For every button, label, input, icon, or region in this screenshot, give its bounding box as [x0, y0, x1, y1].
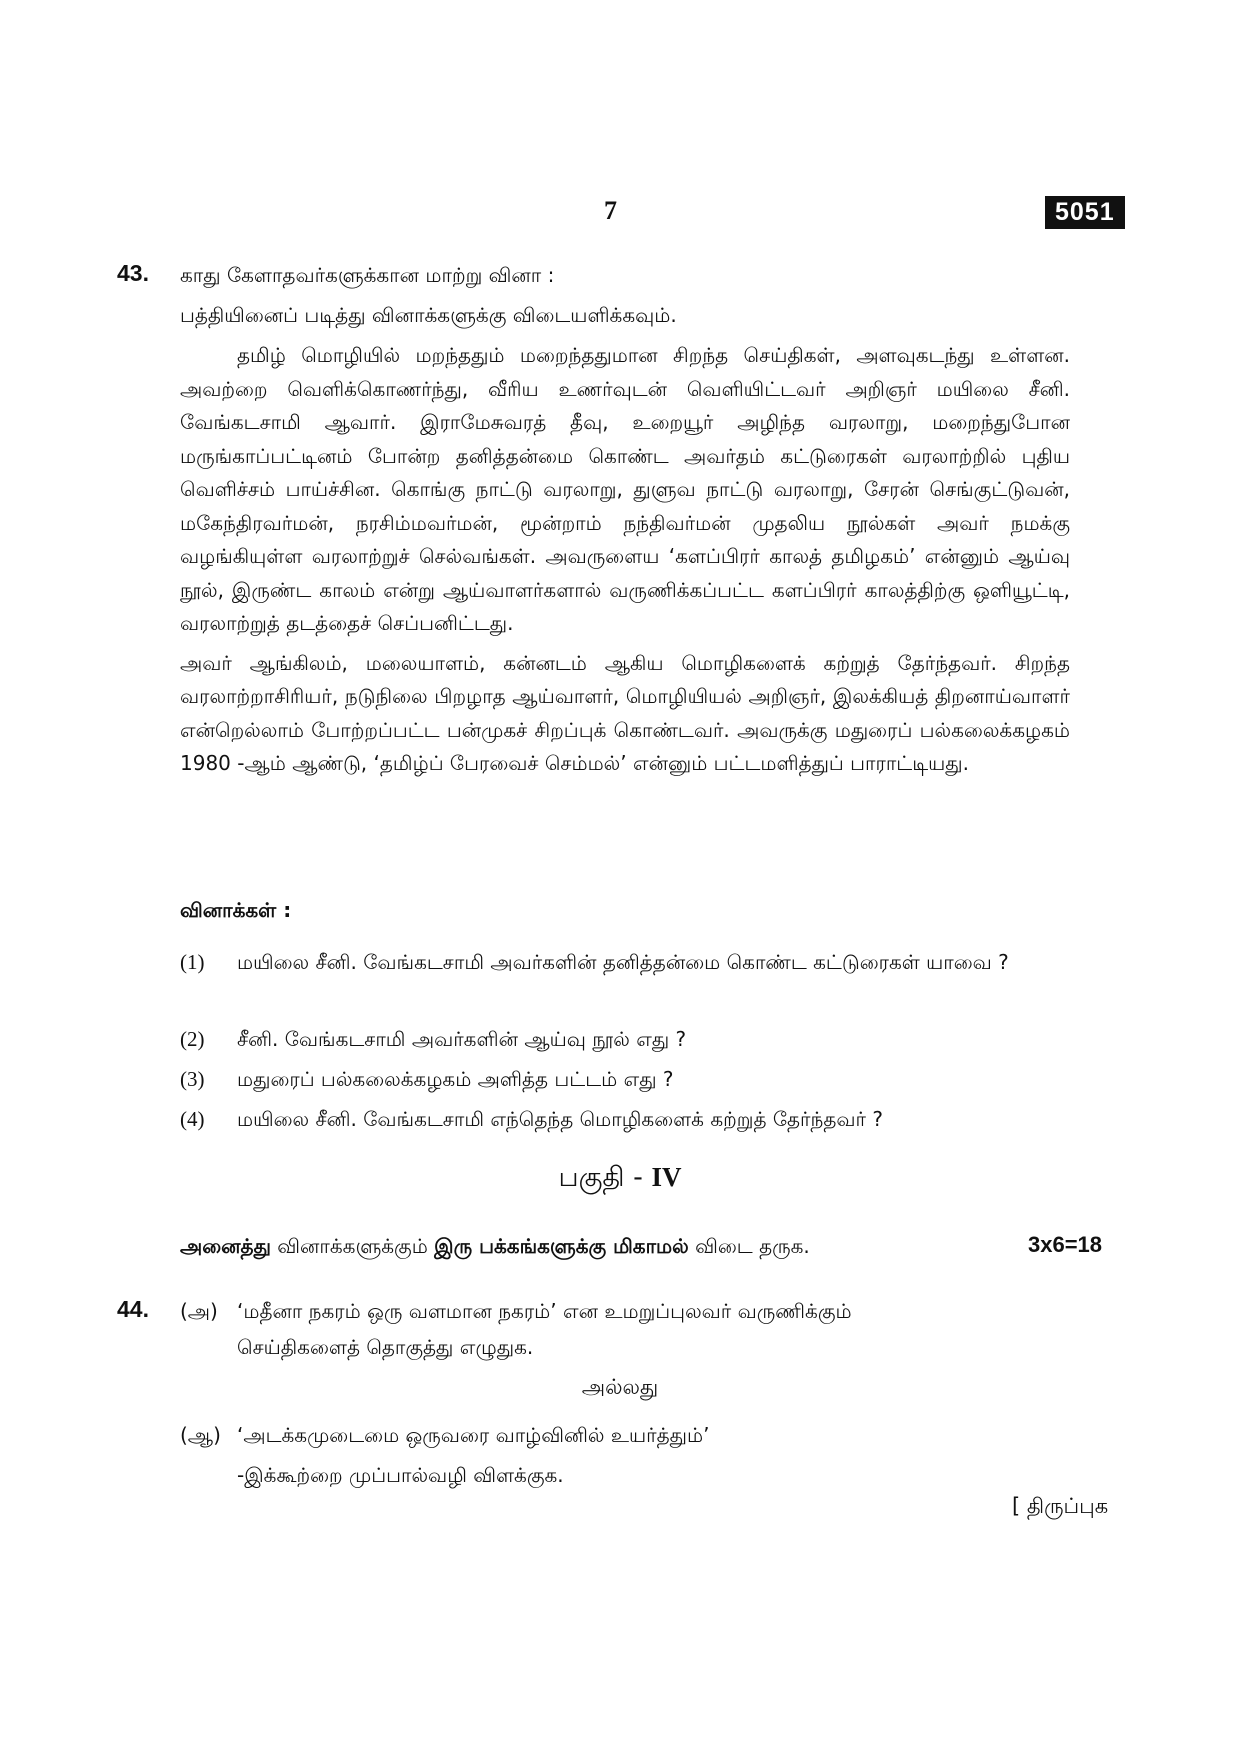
question-44-number: 44.: [117, 1296, 149, 1322]
sub-question-2: [180, 1022, 1080, 1056]
option-a-line-2: செய்திகளைத் தொகுத்து எழுதுக.: [237, 1335, 534, 1359]
option-b-line-1: ‘அடக்கமுடைமை ஒருவரை வாழ்வினில் உயர்த்தும்’: [237, 1423, 710, 1447]
sub-question-text: சீனி. வேங்கடசாமி அவர்களின் ஆய்வு நூல் எது ?: [237, 1027, 687, 1051]
section-instruction: [180, 1234, 810, 1261]
instruction-bold-1: அனைத்து: [180, 1234, 271, 1258]
section-title-roman: IV: [651, 1162, 682, 1192]
sub-question-text: மயிலை சீனி. வேங்கடசாமி அவர்களின் தனித்தன்மை கொண்ட கட்டுரைகள் யாவை ?: [237, 950, 1009, 974]
section-title: [0, 1162, 1240, 1197]
passage: [180, 339, 1070, 781]
option-a-line-1: ‘மதீனா நகரம் ஒரு வளமான நகரம்’ என உமறுப்புலவர் வருணிக்கும்: [237, 1299, 852, 1323]
passage-paragraph-1: தமிழ் மொழியில் மறந்ததும் மறைந்ததுமான சிறந்த செய்திகள், அளவுகடந்து உள்ளன. அவற்றை வெளிக்கொணர்ந்து, வீரிய உணர்வுடன் வெளியிட்டவர் அறிஞர் மயிலை சீனி. வேங்கடசாமி ஆவார். இராமேசுவரத் தீவு, உறையூர் அழிந்த வரலாறு, மறைந்துபோன மருங்காப்பட்டினம் போன்ற தனித்தன்மை கொண்ட அவர்தம் கட்டுரைகள் வரலாற்றில் புதிய வெளிச்சம் பாய்ச்சின. கொங்கு நாட்டு வரலாறு, துளுவ நாட்டு வரலாறு, சேரன் செங்குட்டுவன், மகேந்திரவர்மன், நரசிம்மவர்மன், மூன்றாம் நந்திவர்மன் முதலிய நூல்கள் அவர் நமக்கு வழங்கியுள்ள வரலாற்றுச் செல்வங்கள். அவருளைய ‘களப்பிரர் காலத் தமிழகம்’ என்னும் ஆய்வு நூல், இருண்ட காலம் என்று ஆய்வாளர்களால் வருணிக்கப்பட்ட களப்பிரர் காலத்திற்கு ஒளியூட்டி, வரலாற்றுத் தடத்தைச் செப்பனிட்டது.: [180, 343, 1070, 635]
sub-question-text: மதுரைப் பல்கலைக்கழகம் அளித்த பட்டம் எது ?: [237, 1067, 674, 1091]
instruction-text-2: விடை தருக.: [688, 1234, 810, 1258]
instruction-text-1: வினாக்களுக்கும்: [270, 1234, 435, 1258]
sub-question-number: (3): [180, 1067, 205, 1091]
instruction-bold-2: இரு பக்கங்களுக்கு மிகாமல்: [434, 1234, 689, 1258]
section-title-word: பகுதி: [558, 1162, 625, 1193]
sub-question-3: [180, 1062, 1080, 1096]
sub-question-1: [180, 945, 1080, 979]
or-divider: அல்லது: [581, 1375, 659, 1399]
option-b-line-2: -இக்கூற்றை முப்பால்வழி விளக்குக.: [237, 1463, 564, 1487]
paper-code-badge: 5051: [1045, 196, 1125, 229]
question-43-number: 43.: [117, 260, 149, 286]
page-number: 7: [604, 196, 617, 225]
option-a-label: (அ): [180, 1299, 218, 1323]
sub-question-number: (1): [180, 950, 205, 974]
section-title-separator: -: [624, 1162, 652, 1193]
section-marks: 3x6=18: [1028, 1232, 1103, 1257]
passage-paragraph-2: அவர் ஆங்கிலம், மலையாளம், கன்னடம் ஆகிய மொழிகளைக் கற்றுத் தேர்ந்தவர். சிறந்த வரலாற்றாசிரியர், நடுநிலை பிறழாத ஆய்வாளர், மொழியியல் அறிஞர், இலக்கியத் திறனாய்வாளர் என்றெல்லாம் போற்றப்பட்ட பன்முகச் சிறப்புக் கொண்டவர். அவருக்கு மதுரைப் பல்கலைக்கழகம் 1980 -ஆம் ஆண்டு, ‘தமிழ்ப் பேரவைச் செம்மல்’ என்னும் பட்டமளித்துப் பாராட்டியது.: [180, 650, 1070, 775]
questions-heading: வினாக்கள் :: [180, 898, 292, 922]
question-43-title: காது கேளாதவர்களுக்கான மாற்று வினா :: [180, 263, 555, 287]
question-43-instruction: பத்தியினைப் படித்து வினாக்களுக்கு விடையளிக்கவும்.: [180, 303, 677, 327]
turn-over-note: [ திருப்புக: [1012, 1494, 1109, 1518]
option-b-label: (ஆ): [180, 1423, 221, 1447]
sub-question-number: (2): [180, 1027, 205, 1051]
sub-question-number: (4): [180, 1107, 205, 1131]
sub-question-4: [180, 1102, 1080, 1136]
sub-question-text: மயிலை சீனி. வேங்கடசாமி எந்தெந்த மொழிகளைக் கற்றுத் தேர்ந்தவர் ?: [237, 1107, 883, 1131]
